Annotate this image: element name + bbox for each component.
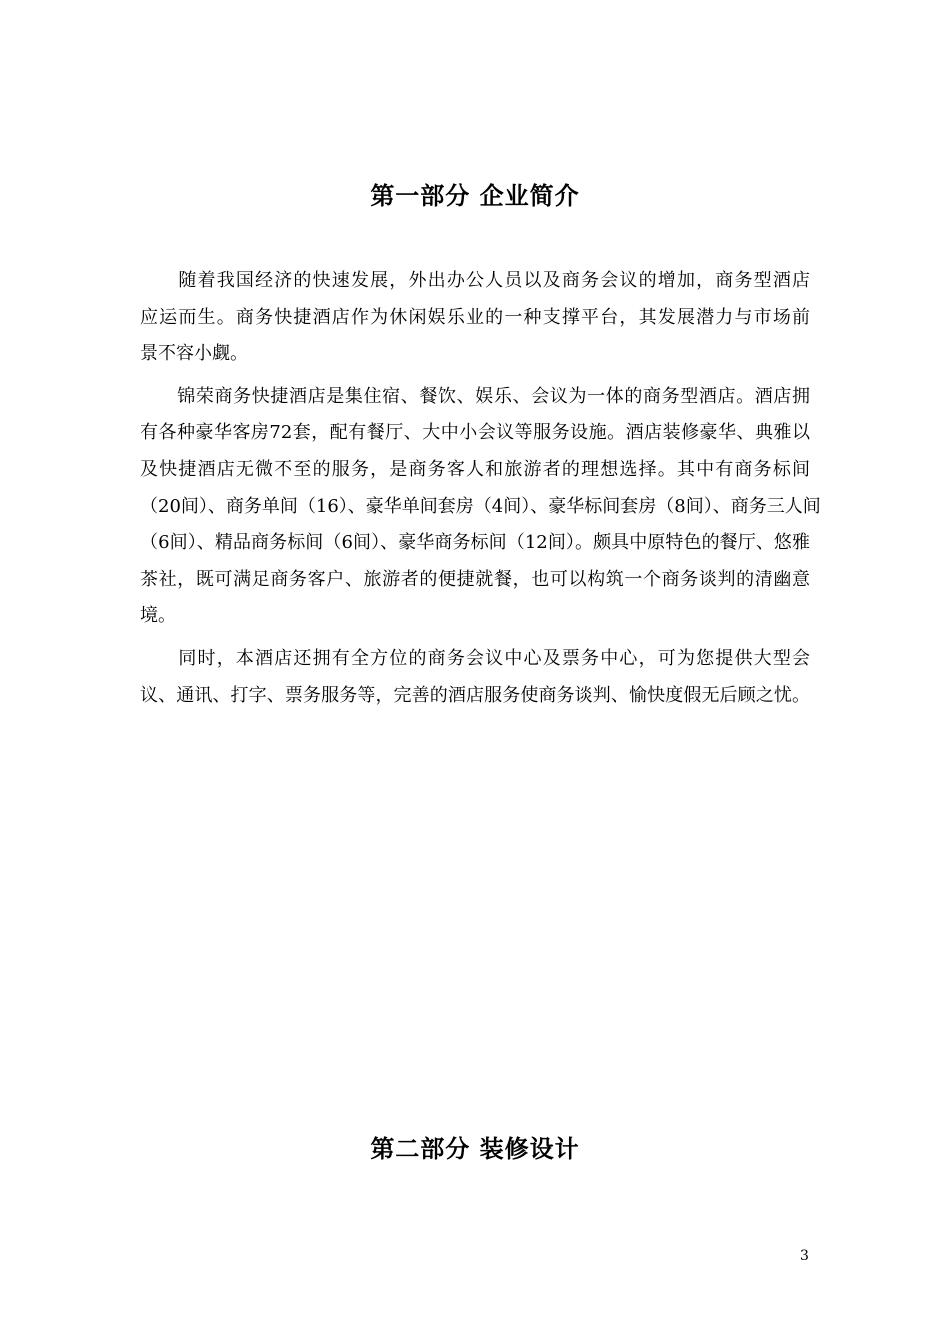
paragraph-3 bbox=[140, 641, 810, 714]
text-line: 及快捷酒店无微不至的服务，是商务客人和旅游者的理想选择。其中有商务标间 bbox=[140, 458, 810, 480]
text-line: 同时，本酒店还拥有全方位的商务会议中心及票务中心，可为您提供大型会 bbox=[140, 647, 810, 669]
paragraph-1 bbox=[140, 263, 810, 373]
text-line: （6间）、精品商务标间（6间）、豪华商务标间（12间）。颇具中原特色的餐厅、悠雅 bbox=[140, 532, 810, 554]
text-line: 议、通讯、打字、票务服务等，完善的酒店服务使商务谈判、愉快度假无后顾之忧。 bbox=[140, 684, 810, 706]
page-number: 3 bbox=[800, 1248, 809, 1264]
text-line: 境。 bbox=[140, 605, 176, 627]
section-title-company-intro: 第一部分 企业简介 bbox=[370, 181, 580, 210]
text-line: 随着我国经济的快速发展，外出办公人员以及商务会议的增加，商务型酒店 bbox=[140, 270, 810, 291]
body-text bbox=[140, 263, 821, 720]
text-line: 茶社，既可满足商务客户、旅游者的便捷就餐，也可以构筑一个商务谈判的清幽意 bbox=[140, 568, 810, 590]
text-line: 有各种豪华客房72套，配有餐厅、大中小会议等服务设施。酒店装修豪华、典雅以 bbox=[140, 422, 810, 444]
paragraph-2 bbox=[140, 379, 821, 635]
text-line: 锦荣商务快捷酒店是集住宿、餐饮、娱乐、会议为一体的商务型酒店。酒店拥 bbox=[140, 385, 810, 407]
text-line: 应运而生。商务快捷酒店作为休闲娱乐业的一种支撑平台，其发展潜力与市场前 bbox=[140, 306, 810, 328]
text-line: 景不容小觑。 bbox=[140, 343, 248, 365]
text-line: （20间）、商务单间（16）、豪华单间套房（4间）、豪华标间套房（8间）、商务三人间 bbox=[140, 495, 821, 517]
section-title-decoration-design: 第二部分 装修设计 bbox=[370, 1134, 580, 1163]
